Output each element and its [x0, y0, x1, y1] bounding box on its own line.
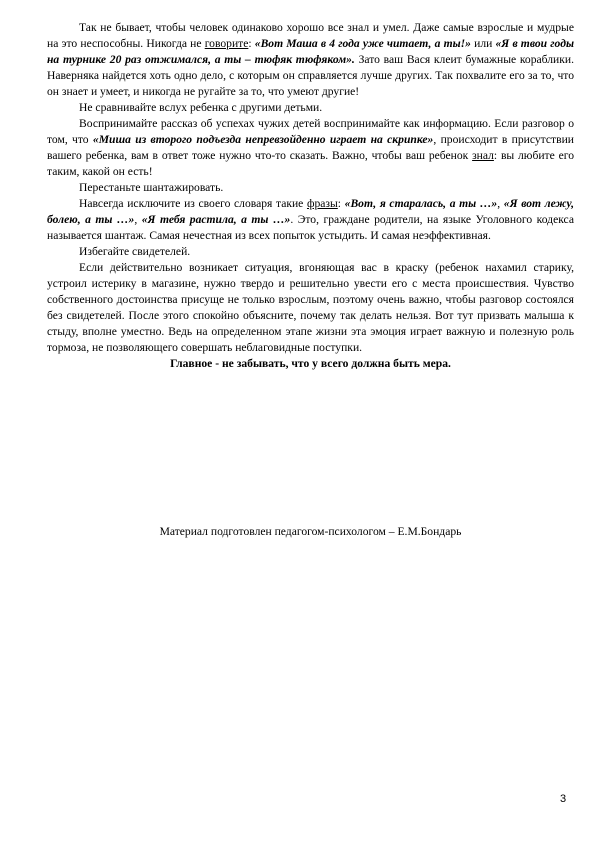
paragraph-5	[47, 196, 574, 244]
paragraph-1-part-3: или	[470, 37, 496, 50]
paragraph-3	[47, 116, 574, 180]
paragraph-5-link-word: фразы	[306, 197, 338, 210]
paragraph-5-part-1: Навсегда исключите из своего словаря такие	[79, 197, 307, 210]
paragraph-2: Не сравнивайте вслух ребенка с другими детьми.	[79, 101, 323, 114]
paragraph-5-part-5: . Это, граждане родители, на языке Уголовного кодекса называется шантаж. Самая нечестная из всех попыток устыдить. И самая неэффективная.	[47, 213, 574, 242]
paragraph-1-part-1: Так не бывает, чтобы человек одинаково хорошо все знал и умел. Даже самые взрослые и мудрые на это неспособны. Никогда не	[47, 21, 574, 50]
paragraph-3-part-3: : вы любите его таким, какой он есть!	[47, 149, 574, 178]
paragraph-1-part-4: Зато ваш Вася клеит бумажные кораблики. Наверняка найдется хоть одно дело, с которым он справляется лучше других. Так похвалите его за то, что он знает и умеет, и никогда не ругайте за то, что умеют другие!	[47, 53, 574, 98]
paragraph-5-quote-1: «Вот, я старалась, а ты …»	[344, 197, 498, 210]
conclusion: Главное - не забывать, что у всего должна быть мера.	[170, 357, 451, 370]
paragraph-5-part-4: ,	[134, 213, 142, 226]
paragraph-5-part-3: ,	[497, 197, 504, 210]
paragraph-3-part-1: Воспринимайте рассказ об успехах чужих детей воспринимайте как информацию. Если разговор о том, что	[47, 117, 574, 146]
body-text	[47, 20, 574, 372]
paragraph-6: Избегайте свидетелей.	[79, 245, 191, 258]
page-number: 3	[560, 793, 567, 805]
paragraph-1-quote-1: «Вот Маша в 4 года уже читает, а ты!»	[254, 37, 471, 50]
paragraph-5-quote-2: «Я вот лежу, болею, а ты …»	[47, 197, 574, 226]
paragraph-5-part-2: :	[337, 197, 345, 210]
author-credit: Материал подготовлен педагогом-психологом – Е.М.Бондарь	[159, 525, 462, 538]
paragraph-5-quote-3: «Я тебя растила, а ты …»	[141, 213, 291, 226]
paragraph-1-link-word: говорите	[204, 37, 249, 50]
paragraph-3-quote: «Миша из второго подъезда непревзойденно играет на скрипке»	[92, 133, 434, 146]
paragraph-3-link-word: знал	[472, 149, 494, 162]
paragraph-1	[47, 20, 574, 100]
paragraph-3-part-2: , происходит в присутствии вашего ребенка, вам в ответ тоже нужно что-то сказать. Важно, чтобы ваш ребенок	[47, 133, 574, 162]
paragraph-4: Перестаньте шантажировать.	[79, 181, 224, 194]
paragraph-7: Если действительно возникает ситуация, вгоняющая вас в краску (ребенок нахамил старику, устроил истерику в магазине, нужно твердо и решительно увести его с места происшествия. Чувство собственного достоинства присуще не только взрослым, поэтому очень важно, чтобы разговор состоялся без свидетелей. После этого спокойно объясните, почему так делать нельзя. Вот тут призвать малыша к стыду, вполне уместно. Ведь на определенном этапе жизни эта эмоция играет важную и полезную роль тормоза, не позволяющего совершать неблаговидные поступки.	[47, 261, 574, 354]
paragraph-1-part-2: :	[248, 37, 255, 50]
paragraph-1-quote-2: «Я в твои годы на турнике 20 раз отжимался, а ты – тюфяк тюфяком».	[47, 37, 574, 66]
